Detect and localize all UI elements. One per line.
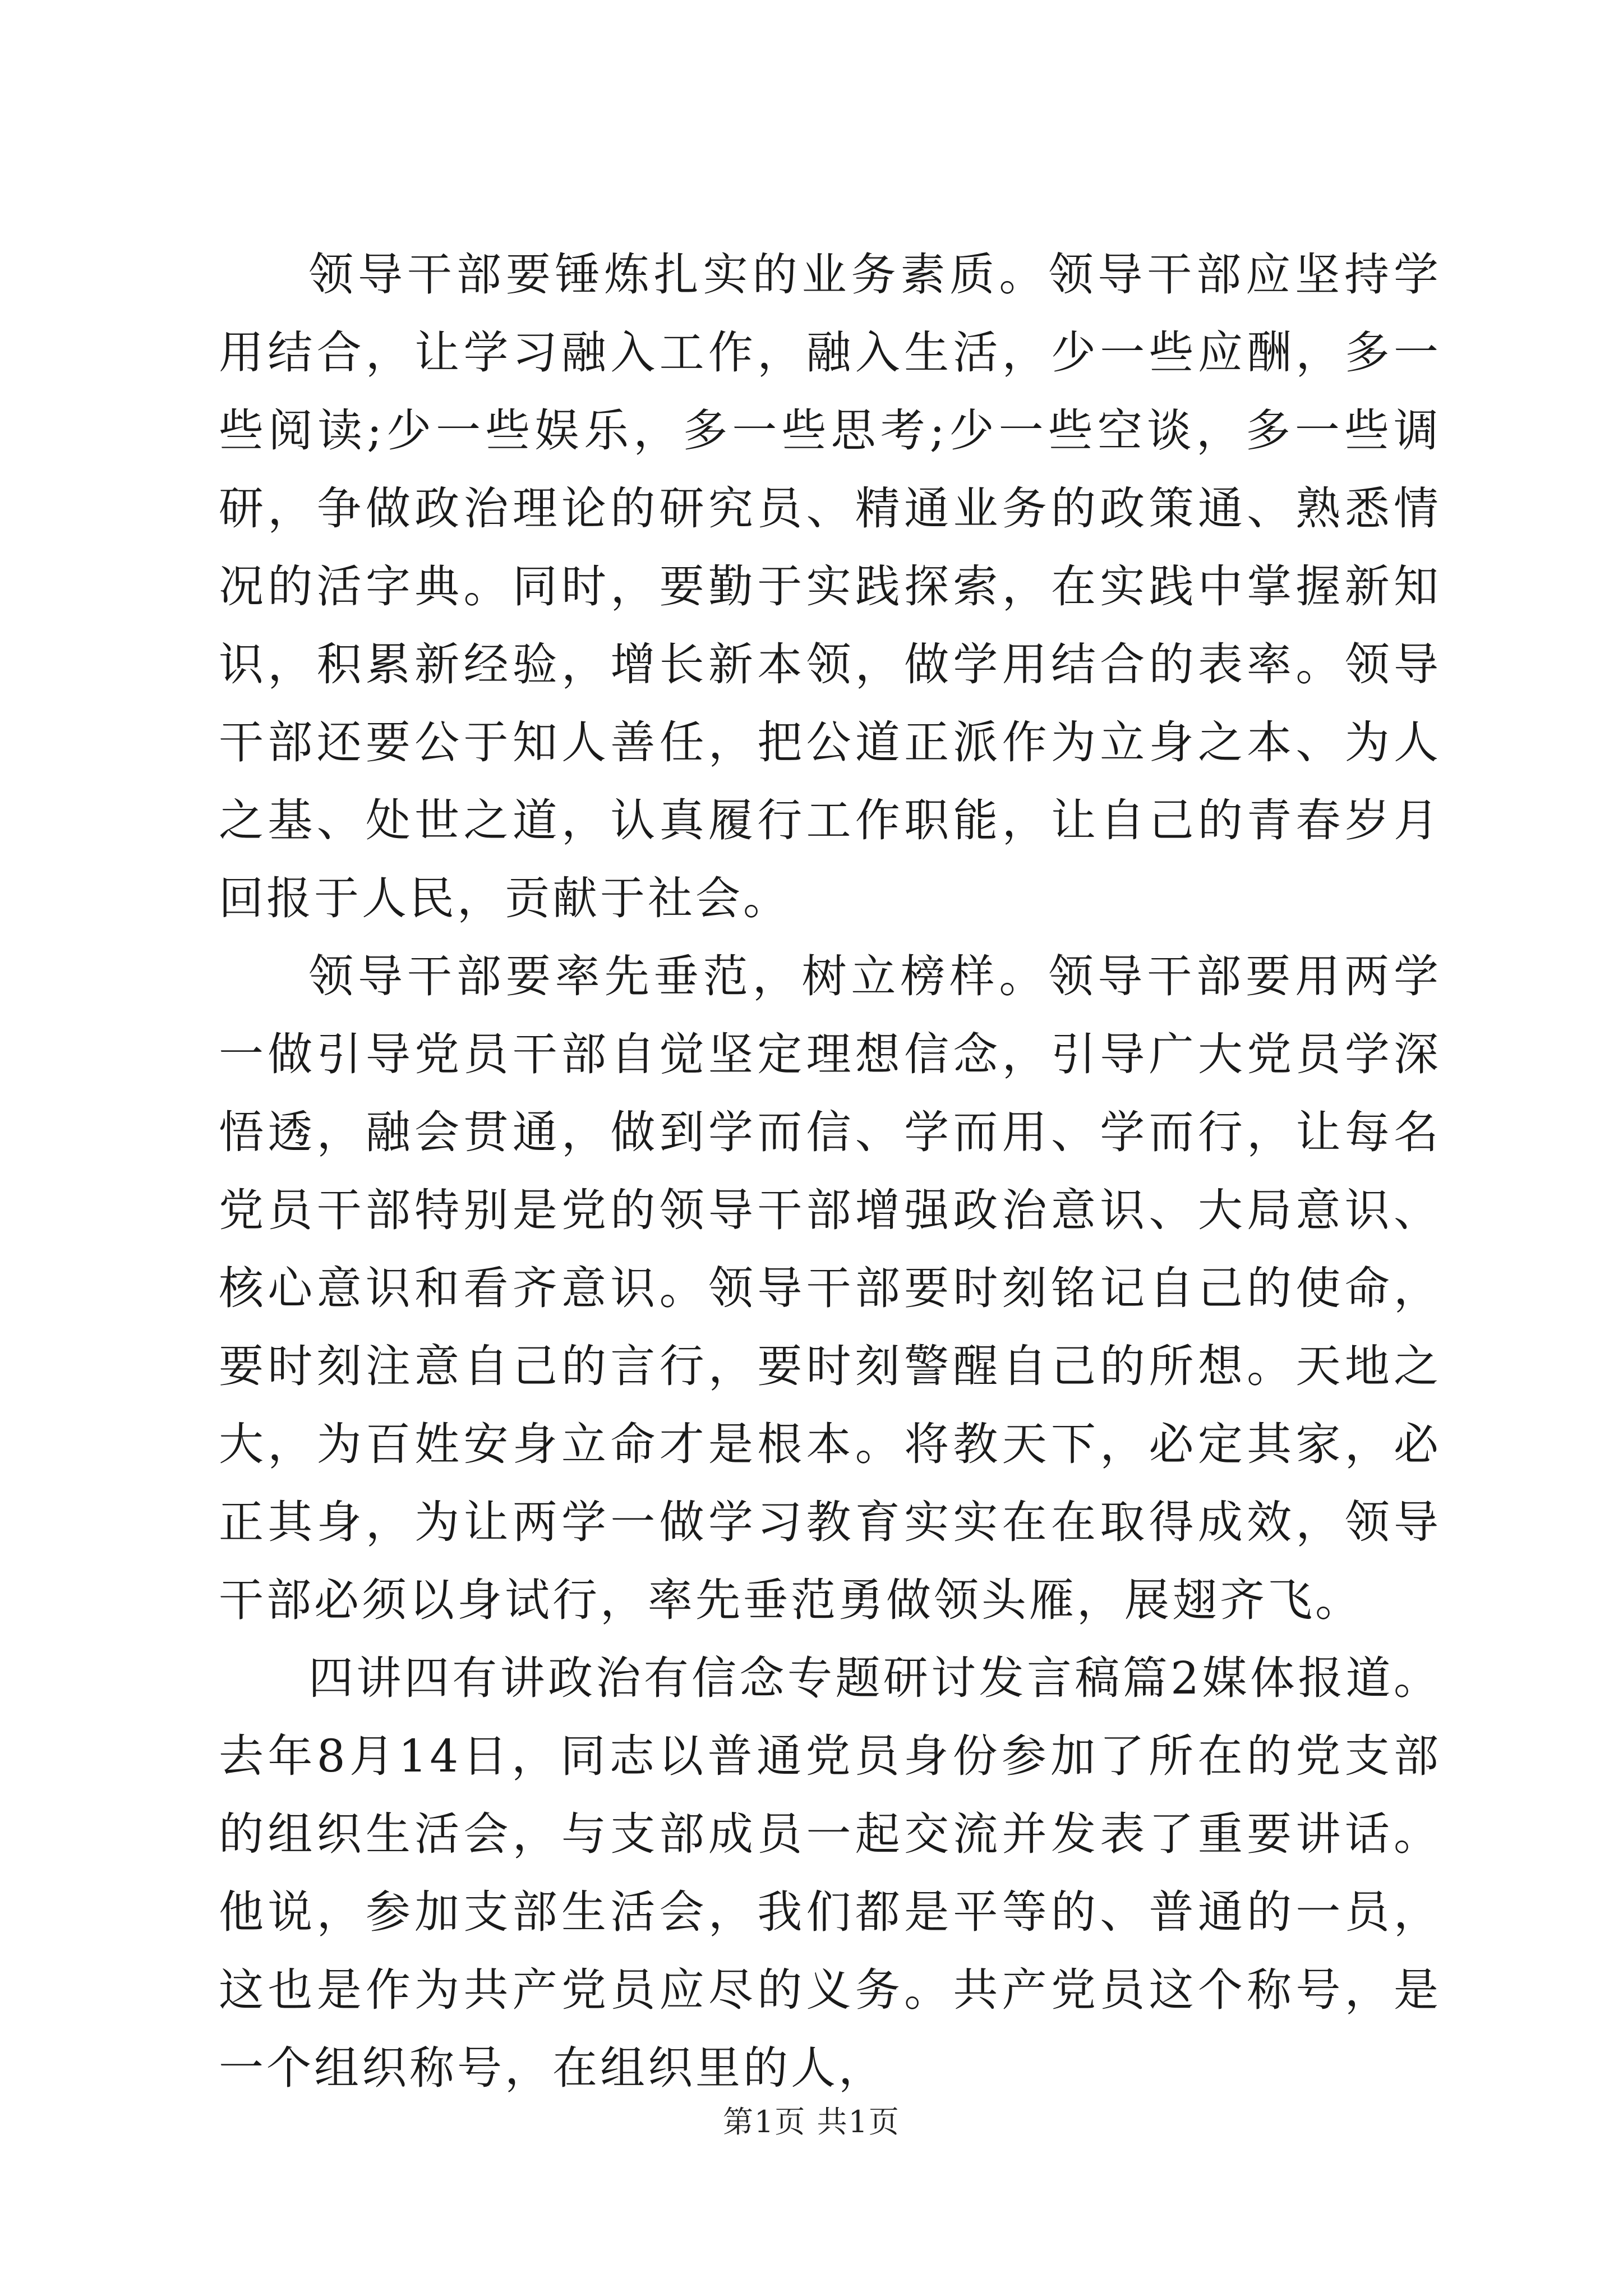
paragraph-3: 四讲四有讲政治有信念专题研讨发言稿篇2媒体报道。去年8月14日，同志以普通党员身份参加了所在的党支部的组织生活会，与支部成员一起交流并发表了重要讲话。他说，参加支部生活会，我们都是平等的、普通的一员，这也是作为共产党员应尽的义务。共产党员这个称号，是一个组织称号，在组织里的人，	[219, 1652, 1441, 2094]
paragraph-2: 领导干部要率先垂范，树立榜样。领导干部要用两学一做引导党员干部自觉坚定理想信念，引导广大党员学深悟透，融会贯通，做到学而信、学而用、学而行，让每名党员干部特别是党的领导干部增强政治意识、大局意识、核心意识和看齐意识。领导干部要时刻铭记自己的使命，要时刻注意自己的言行，要时刻警醒自己的所想。天地之大，为百姓安身立命才是根本。将教天下，必定其家，必正其身，为让两学一做学习教育实实在在取得成效，领导干部必须以身试行，率先垂范勇做领头雁，展翅齐飞。	[219, 950, 1441, 1626]
page-number-footer: 第1页 共1页	[723, 2104, 900, 2139]
document-body	[219, 236, 1441, 2107]
paragraph-1: 领导干部要锤炼扎实的业务素质。领导干部应坚持学用结合，让学习融入工作，融入生活，少一些应酬，多一些阅读;少一些娱乐，多一些思考;少一些空谈，多一些调研，争做政治理论的研究员、精通业务的政策通、熟悉情况的活字典。同时，要勤于实践探索，在实践中掌握新知识，积累新经验，增长新本领，做学用结合的表率。领导干部还要公于知人善任，把公道正派作为立身之本、为人之基、处世之道，认真履行工作职能，让自己的青春岁月回报于人民，贡献于社会。	[219, 249, 1441, 924]
